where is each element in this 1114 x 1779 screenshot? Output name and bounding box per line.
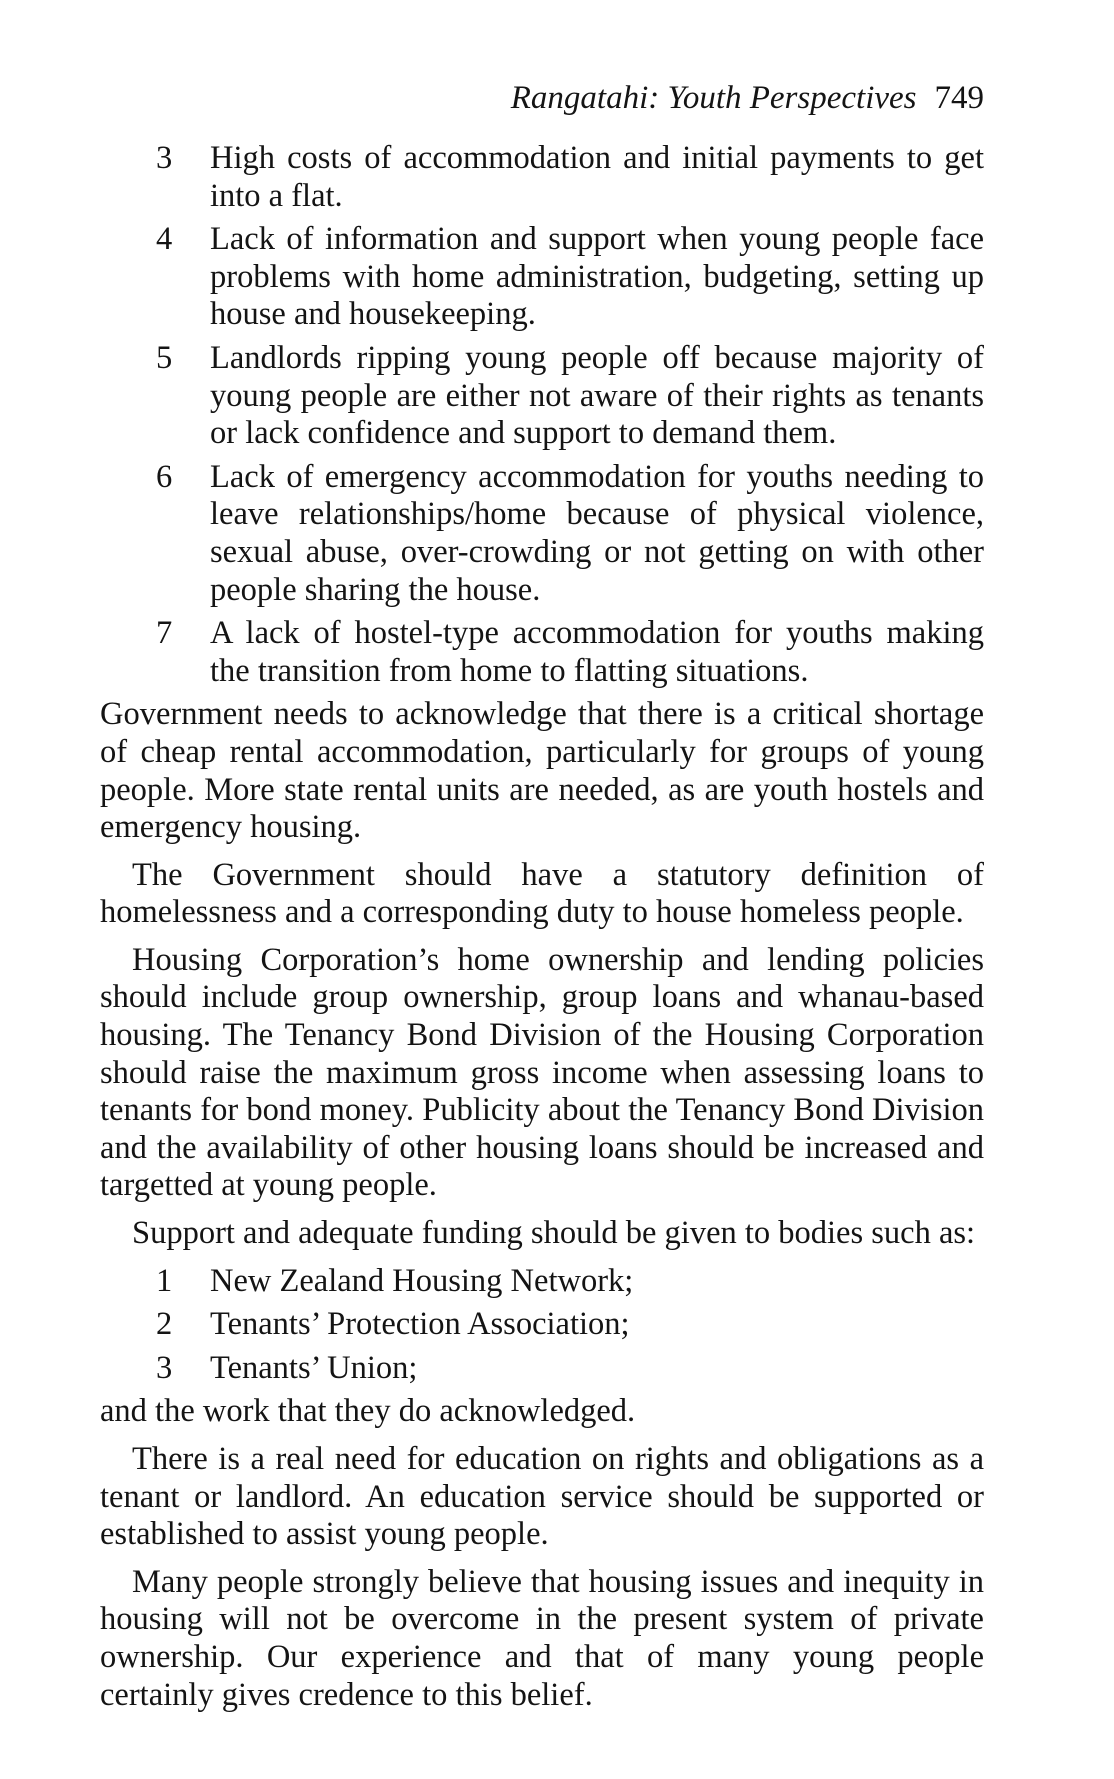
list-item-text: Lack of information and support when young people face problems with home administration, budgeting, setting up house and housekeeping. — [210, 221, 984, 333]
paragraph-housing-corporation: Housing Corporation’s home ownership and lending policies should include group ownership, group loans and whanau-based housing. The Tenancy Bond Division of the Housing Corporation should raise the maximum gross income when assessing loans to tenants for bond money. Publicity about the Tenancy Bond Division and the availability of other housing loans should be increased and targetted at young people. — [100, 941, 984, 1204]
paragraph-education-need: There is a real need for education on rights and obligations as a tenant or landlord. An education service should be supported or established to assist young people. — [100, 1441, 984, 1553]
list-item-text: High costs of accommodation and initial payments to get into a flat. — [210, 140, 984, 214]
list-item — [100, 459, 984, 609]
paragraph-government-shortage: Government needs to acknowledge that there is a critical shortage of cheap rental accommodation, particularly for groups of young people. More state rental units are needed, as are youth hostels and emergency housing. — [100, 696, 984, 846]
list-item — [100, 221, 984, 334]
list-item-number: 6 — [156, 458, 173, 495]
list-item — [100, 615, 984, 690]
paragraph-support-funding: Support and adequate funding should be given to bodies such as: — [132, 1215, 976, 1252]
list-item — [100, 340, 984, 453]
running-title: Rangatahi: Youth Perspectives — [510, 80, 917, 116]
list-item-number: 4 — [156, 221, 173, 258]
list-item — [100, 1350, 984, 1388]
page-number: 749 — [934, 80, 984, 116]
list-item — [100, 140, 984, 215]
list-item-number: 3 — [156, 1349, 173, 1386]
list-item-text: Tenants’ Protection Association; — [210, 1306, 630, 1343]
list-item-number: 5 — [156, 339, 173, 376]
list-item — [100, 1263, 984, 1301]
list-item-text: Landlords ripping young people off because majority of young people are either not aware of their rights as tenants or lack confidence and support to demand them. — [210, 339, 984, 452]
paragraph-work-acknowledged: and the work that they do acknowledged. — [100, 1393, 636, 1430]
list-item-text: New Zealand Housing Network; — [210, 1262, 634, 1299]
list-item-text: A lack of hostel-type accommodation for youths making the transition from home to flatting situations. — [210, 615, 984, 689]
list-item-number: 1 — [156, 1262, 173, 1299]
paragraph-homelessness-definition: The Government should have a statutory definition of homelessness and a corresponding duty to house homeless people. — [100, 856, 984, 931]
list-item-number: 3 — [156, 140, 173, 176]
list-item-number: 7 — [156, 615, 173, 652]
list-item-text: Lack of emergency accommodation for youths needing to leave relationships/home because of physical violence, sexual abuse, over-crowding or not getting on with other people sharing the house. — [210, 458, 984, 608]
list-item — [100, 1306, 984, 1344]
paragraph-private-ownership: Many people strongly believe that housing issues and inequity in housing will not be overcome in the present system of private ownership. Our experience and that of many young people certainly gives credence to this belief. — [100, 1563, 984, 1713]
running-header — [511, 78, 984, 118]
list-item-number: 2 — [156, 1306, 173, 1343]
page-content — [100, 140, 984, 1724]
list-item-text: Tenants’ Union; — [210, 1349, 418, 1386]
